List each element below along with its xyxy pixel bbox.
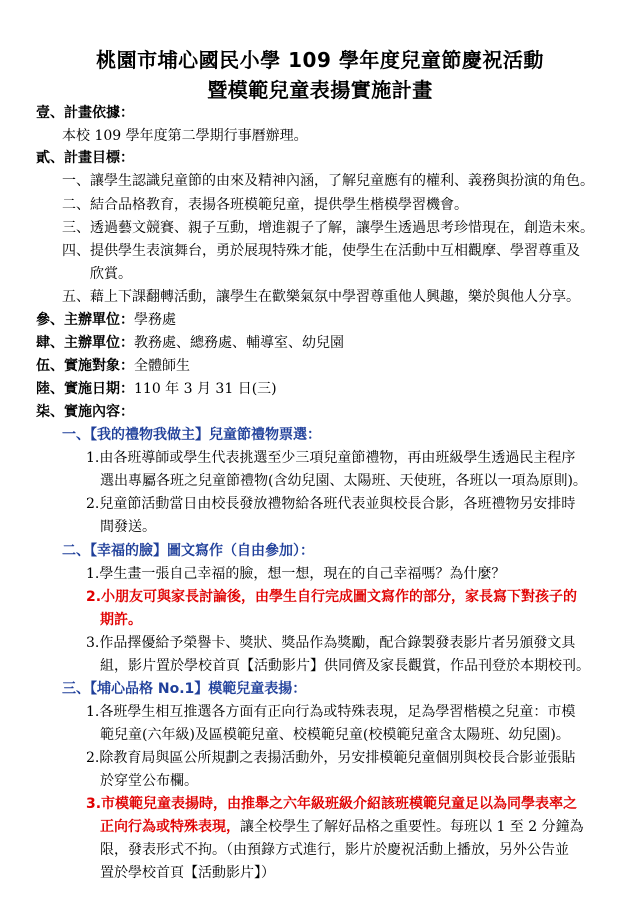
activity-text: 1.由各班導師或學生代表挑選至少三項兒童節禮物，再由班級學生透過民主程序 <box>86 450 576 466</box>
goal-item: 五、藉上下課翻轉活動，讓學生在歡樂氣氛中學習尊重他人興趣，樂於與他人分享。 <box>62 289 580 305</box>
activity-text: 2.兒童節活動當日由校長發放禮物給各班代表並與校長合影，各班禮物另安排時 <box>86 496 576 512</box>
activity-text: 間發送。 <box>100 519 156 535</box>
activity-model-child-heading: 三、【埔心品格 No.1】模範兒童表揚： <box>62 681 307 697</box>
activity-text-highlight: 2.小朋友可與家長討論後，由學生自行完成圖文寫作的部分，家長寫下對孩子的 <box>86 589 578 605</box>
activity-gift-vote-heading: 一、【我的禮物我做主】兒童節禮物票選： <box>62 427 321 443</box>
section-date <box>36 380 277 398</box>
section-content-heading: 柒、實施內容： <box>36 404 134 420</box>
section-basis-body: 本校 109 學年度第二學期行事曆辦理。 <box>62 128 308 144</box>
goal-item: 二、結合品格教育，表揚各班模範兒童，提供學生楷模學習機會。 <box>62 197 468 213</box>
section-target-heading: 伍、實施對象： <box>36 358 134 374</box>
goal-item-continued: 欣賞。 <box>90 266 132 282</box>
section-organizer <box>36 311 176 329</box>
section-co-organizer-heading: 肆、主辦單位： <box>36 335 134 351</box>
activity-text: 限，發表形式不拘。（由預錄方式進行，影片於慶祝活動上播放，另外公告並 <box>100 842 569 858</box>
activity-text-mixed <box>100 818 584 836</box>
activity-text: 於穿堂公布欄。 <box>100 773 198 789</box>
activity-text: 置於學校首頁【活動影片】） <box>100 865 275 881</box>
section-organizer-heading: 參、主辦單位： <box>36 312 134 328</box>
activity-text: 讓全校學生了解好品格之重要性。每班以 1 至 2 分鐘為 <box>240 819 584 835</box>
goal-item: 一、讓學生認識兒童節的由來及精神內涵，了解兒童應有的權利、義務與扮演的角色。 <box>62 173 594 189</box>
section-basis-heading: 壹、計畫依據： <box>36 105 134 121</box>
section-date-value: 110 年 3 月 31 日(三) <box>134 381 277 397</box>
section-organizer-value: 學務處 <box>134 312 176 328</box>
activity-text-highlight: 期許。 <box>100 612 142 628</box>
section-co-organizer <box>36 334 344 352</box>
activity-text-highlight: 3.市模範兒童表揚時，由推舉之六年級班級介紹該班模範兒童足以為同學表率之 <box>86 796 578 812</box>
activity-text: 組，影片置於學校首頁【活動影片】供同儕及家長觀賞，作品刊登於本期校刊。 <box>100 658 590 674</box>
document-title-line-2: 暨模範兒童表揚實施計畫 <box>207 78 433 102</box>
activity-text: 2.除教育局與區公所規劃之表揚活動外，另安排模範兒童個別與校長合影並張貼 <box>86 750 576 766</box>
activity-text: 1.各班學生相互推選各方面有正向行為或特殊表現，足為學習楷模之兒童：市模 <box>86 704 576 720</box>
document-title-line-1: 桃園市埔心國民小學 109 學年度兒童節慶祝活動 <box>96 48 544 72</box>
activity-text: 範兒童(六年級)及區模範兒童、校模範兒童(校模範兒童含太陽班、幼兒園)。 <box>100 727 570 743</box>
activity-text: 1.學生畫一張自己幸福的臉，想一想，現在的自己幸福嗎？為什麼？ <box>86 566 506 582</box>
activity-text: 3.作品擇優給予榮譽卡、獎狀、獎品作為獎勵，配合錄製發表影片者另頒發文具 <box>86 635 576 651</box>
activity-text: 選出專屬各班之兒童節禮物(含幼兒園、太陽班、天使班，各班以一項為原則)。 <box>100 473 587 489</box>
section-target-value: 全體師生 <box>134 358 190 374</box>
activity-text-highlight: 正向行為或特殊表現， <box>100 819 240 835</box>
section-co-organizer-value: 教務處、總務處、輔導室、幼兒園 <box>134 335 344 351</box>
goal-item: 四、提供學生表演舞台，勇於展現特殊才能，使學生在活動中互相觀摩、學習尊重及 <box>62 243 580 259</box>
section-target <box>36 357 190 375</box>
section-goals-heading: 貳、計畫目標： <box>36 150 134 166</box>
goal-item: 三、透過藝文競賽、親子互動，增進親子了解，讓學生透過思考珍惜現在，創造未來。 <box>62 220 594 236</box>
section-date-heading: 陸、實施日期： <box>36 381 134 397</box>
activity-happy-face-heading: 二、【幸福的臉】圖文寫作（自由參加）： <box>62 543 314 559</box>
